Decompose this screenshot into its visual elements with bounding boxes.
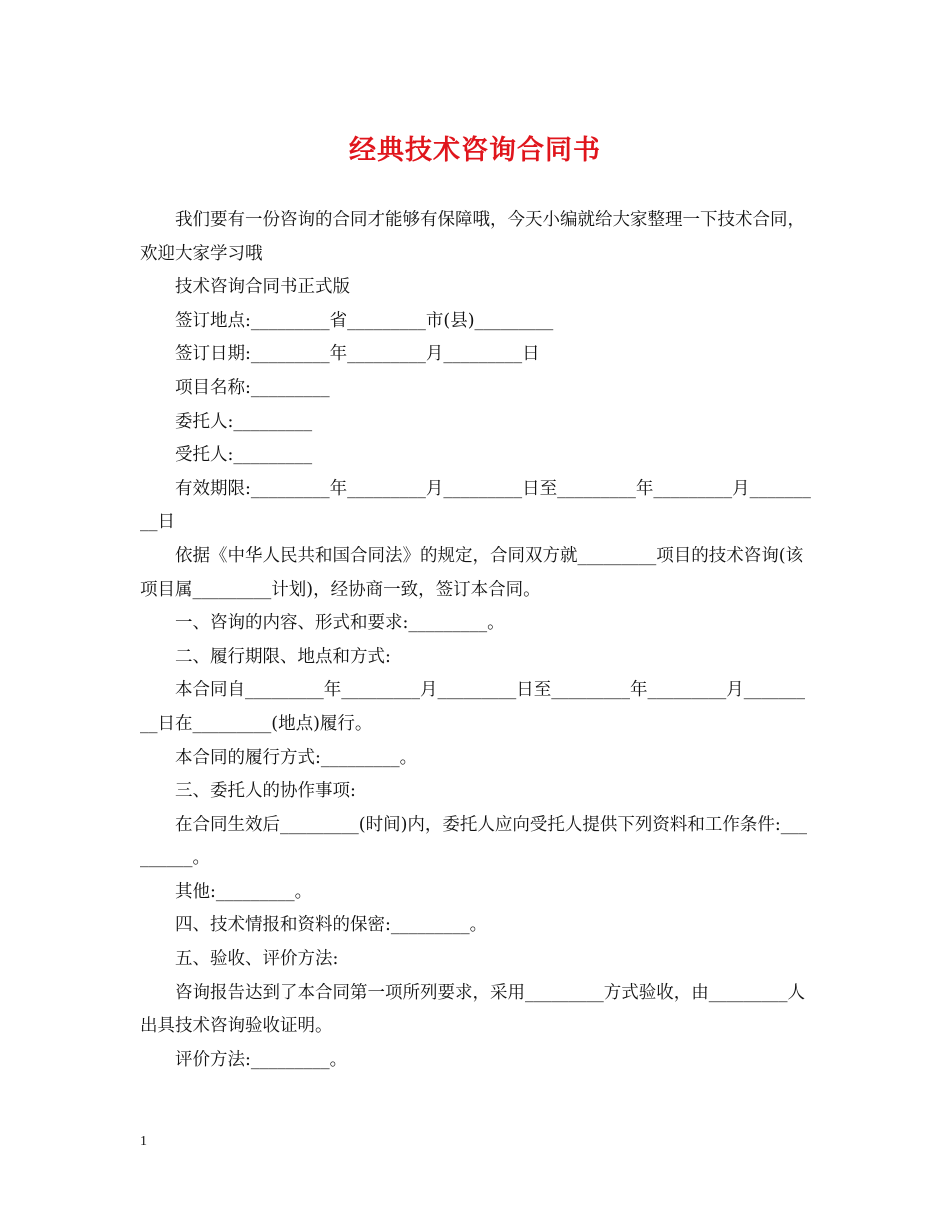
- paragraph-section-3: 三、委托人的协作事项:: [175, 781, 356, 802]
- paragraph-section-2: 二、履行期限、地点和方式:: [175, 646, 391, 667]
- paragraph-materials: 在合同生效后_________(时间)内，委托人应向受托人提供下列资料和工作条件:_________。: [140, 814, 808, 869]
- paragraph-sign-place: 签订地点:_________省_________市(县)_________: [175, 310, 554, 331]
- page-number: 1: [140, 1134, 147, 1149]
- paragraph-validity: 有效期限:_________年_________月_________日至_________年_________月_________日: [140, 478, 811, 533]
- paragraph-contractor: 受托人:_________: [175, 445, 313, 466]
- paragraph-intro: 我们要有一份咨询的合同才能够有保障哦，今天小编就给大家整理一下技术合同，欢迎大家学习哦: [140, 210, 805, 264]
- document-title: 经典技术咨询合同书: [349, 135, 601, 166]
- paragraph-client: 委托人:_________: [175, 411, 313, 432]
- paragraph-section-5: 五、验收、评价方法:: [175, 949, 339, 970]
- paragraph-other: 其他:_________。: [175, 881, 313, 902]
- paragraph-sign-date: 签订日期:_________年_________月_________日: [175, 344, 540, 365]
- paragraph-method: 本合同的履行方式:_________。: [175, 747, 418, 768]
- paragraph-period: 本合同自_________年_________月_________日至_________年_________月_________日在_________(地点)履行。: [140, 680, 805, 734]
- paragraph-project-name: 项目名称:_________: [175, 377, 330, 398]
- document-body: [140, 204, 812, 1077]
- paragraph-section-1: 一、咨询的内容、形式和要求:_________。: [175, 613, 505, 634]
- paragraph-subtitle: 技术咨询合同书正式版: [175, 277, 350, 298]
- paragraph-legal-basis: 依据《中华人民共和国合同法》的规定，合同双方就_________项目的技术咨询(该项目属_________计划)，经协商一致，签订本合同。: [140, 545, 804, 600]
- paragraph-section-4: 四、技术情报和资料的保密:_________。: [175, 915, 488, 936]
- paragraph-evaluation: 评价方法:_________。: [175, 1049, 348, 1070]
- paragraph-acceptance: 咨询报告达到了本合同第一项所列要求，采用_________方式验收，由_________人出具技术咨询验收证明。: [140, 982, 805, 1037]
